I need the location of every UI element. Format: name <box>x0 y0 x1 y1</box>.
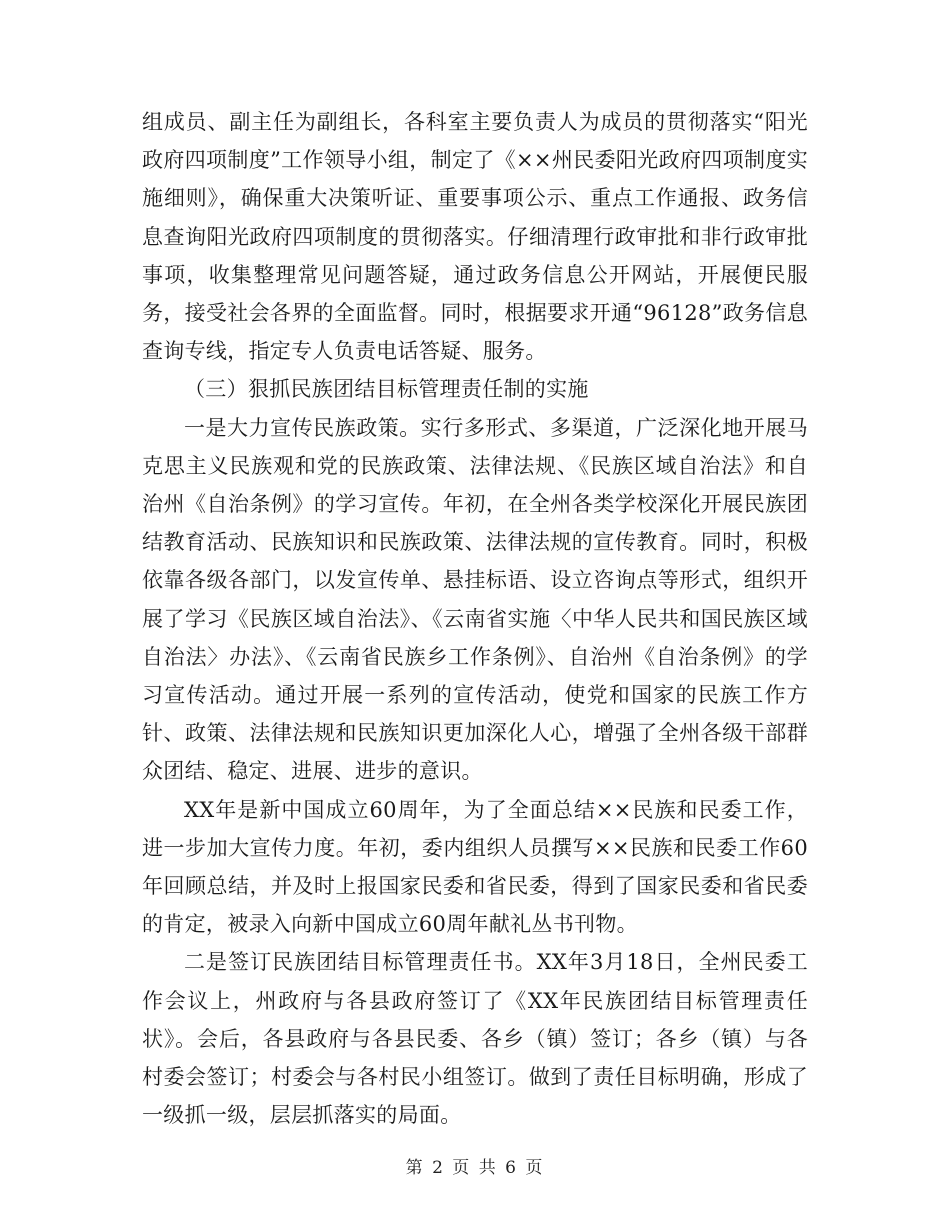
page-number-footer: 第 2 页 共 6 页 <box>405 1158 545 1178</box>
section-heading-ethnic-unity: （三）狠抓民族团结目标管理责任制的实施 <box>184 377 589 402</box>
paragraph-responsibility-letter: 二是签订民族团结目标管理责任书。XX年3月18日，全州民委工作会议上，州政府与各县政府签订了《XX年民族团结目标管理责任状》。会后，各县政府与各县民委、各乡（镇）签订；各乡（镇）与各村委会签订；村委会与各村民小组签订。做到了责任目标明确，形成了一级抓一级，层层抓落实的局面。 <box>142 950 808 1128</box>
document-body <box>142 103 808 1134</box>
paragraph-publicize-policy: 一是大力宣传民族政策。实行多形式、多渠道，广泛深化地开展马克思主义民族观和党的民族政策、法律法规、《民族区域自治法》和自治州《自治条例》的学习宣传。年初，在全州各类学校深化开展民族团结教育活动、民族知识和民族政策、法律法规的宣传教育。同时，积极依靠各级各部门，以发宣传单、悬挂标语、设立咨询点等形式，组织开展了学习《民族区域自治法》、《云南省实施〈中华人民共和国民族区域自治法〉办法》、《云南省民族乡工作条例》、自治州《自治条例》的学习宣传活动。通过开展一系列的宣传活动，使党和国家的民族工作方针、政策、法律法规和民族知识更加深化人心，增强了全州各级干部群众团结、稳定、进展、进步的意识。 <box>142 415 808 784</box>
paragraph-60th-anniversary: XX年是新中国成立60周年，为了全面总结××民族和民委工作，进一步加大宣传力度。年初，委内组织人员撰写××民族和民委工作60年回顾总结，并及时上报国家民委和省民委，得到了国家民委和省民委的肯定，被录入向新中国成立60周年献礼丛书刊物。 <box>142 797 808 937</box>
paragraph-sunshine-government: 组成员、副主任为副组长，各科室主要负责人为成员的贯彻落实“阳光政府四项制度”工作领导小组，制定了《××州民委阳光政府四项制度实施细则》，确保重大决策听证、重要事项公示、重点工作通报、政务信息查询阳光政府四项制度的贯彻落实。仔细清理行政审批和非行政审批事项，收集整理常见问题答疑，通过政务信息公开网站，开展便民服务，接受社会各界的全面监督。同时，根据要求开通“96128”政务信息查询专线，指定专人负责电话答疑、服务。 <box>142 110 808 364</box>
